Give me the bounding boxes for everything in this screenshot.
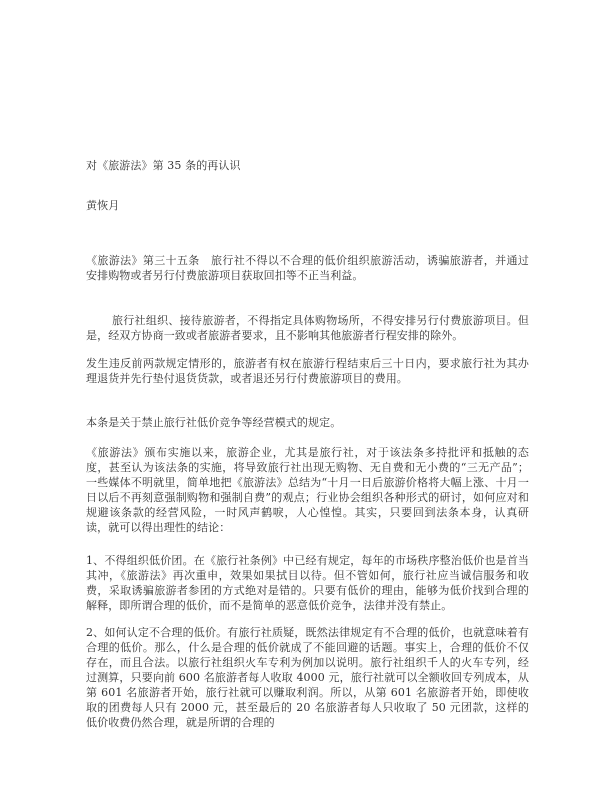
author-name: 黄恢月	[86, 199, 120, 212]
paragraph-point-2: 2、如何认定不合理的低价。有旅行社质疑，既然法律规定有不合理的低价，也就意味着有合理的低价。那么，什么是合理的低价就成了不能回避的话题。事实上，合理的低价不仅存在，而且合法。以旅行社组织火车专利为例加以说明。旅行社组织千人的火车专列，经过测算，只要向前 600 名旅游者每人收取 4000 元，旅行社就可以全额收回专列成本，从第 601 名旅游者开始，旅行社就可以赚取利润。所以，从第 601 名旅游者开始，即使收取的团费每人只有 2000 元，甚至最后的 20 名旅游者每人只收取了 50 元团款，这样的低价收费仍然合理，就是所谓的合理的	[86, 626, 529, 729]
paragraph-background: 《旅游法》颁布实施以来，旅游企业，尤其是旅行社，对于该法条多持批评和抵触的态度，甚至认为该法条的实施，将导致旅行社出现无购物、无自费和无小费的“三无产品”；一些媒体不明就里，简单地把《旅游法》总结为“十月一日后旅游价格将大幅上涨、十月一日以后不再刻意强制购物和强制自费”的观点；行业协会组织各种形式的研讨，如何应对和规避该条款的经营风险，一时风声鹤唳，人心惶惶。其实，只要回到法条本身，认真研读，就可以得出理性的结论：	[86, 446, 529, 534]
paragraph-summary: 本条是关于禁止旅行社低价竞争等经营模式的规定。	[86, 416, 342, 429]
paragraph-law-clause-3: 发生违反前两款规定情形的，旅游者有权在旅游行程结束后三十日内，要求旅行社为其办理退货并先行垫付退货货款，或者退还另行付费旅游项目的费用。	[86, 357, 529, 385]
document-title: 对《旅游法》第 35 条的再认识	[86, 159, 241, 172]
paragraph-law-clause-2: 旅行社组织、接待旅游者，不得指定具体购物场所，不得安排另行付费旅游项目。但是，经双方协商一致或者旅游者要求，且不影响其他旅游者行程安排的除外。	[86, 314, 529, 342]
paragraph-point-1: 1、不得组织低价团。在《旅行社条例》中已经有规定，每年的市场秩序整治低价也是首当其冲，《旅游法》再次重申，效果如果拭目以待。但不管如何，旅行社应当诚信服务和收费，采取诱骗旅游者参团的方式绝对是错的。只要有低价的理由，能够为低价找到合理的解释，即所谓合理的低价，而不是简单的恶意低价竞争，法律并没有禁止。	[86, 554, 529, 612]
paragraph-law-article-35: 《旅游法》第三十五条 旅行社不得以不合理的低价组织旅游活动，诱骗旅游者，并通过安排购物或者另行付费旅游项目获取回扣等不正当利益。	[86, 254, 529, 282]
